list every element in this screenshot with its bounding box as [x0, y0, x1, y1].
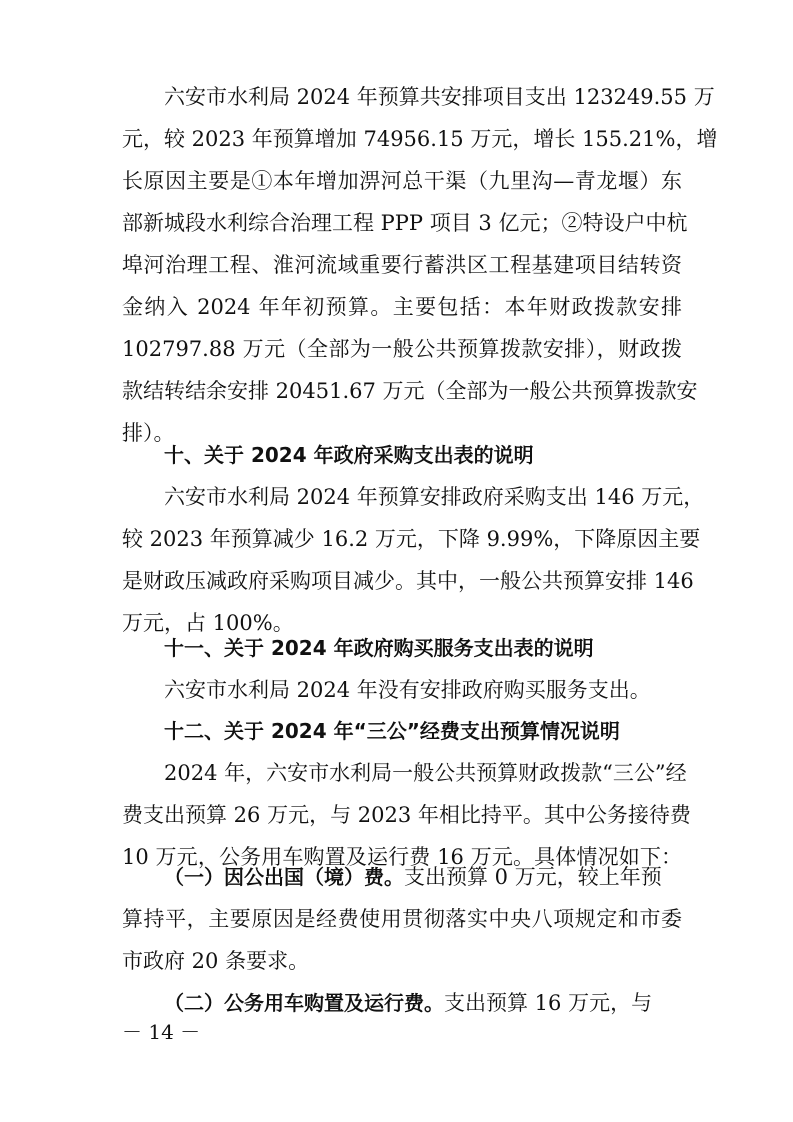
paragraph-line: 六安市水利局 2024 年预算共安排项目支出 123249.55 万 [164, 85, 715, 109]
paragraph-line: 部新城段水利综合治理工程 PPP 项目 3 亿元；②特设户中杭 [122, 211, 688, 235]
page-number: － 14 － [122, 1020, 201, 1044]
item-1-first-line [164, 862, 682, 892]
paragraph-line: 埠河治理工程、淮河流域重要行蓄洪区工程基建项目结转资 [122, 253, 682, 277]
paragraph-line: 102797.88 万元（全部为一般公共预算拨款安排），财政拨 [122, 337, 682, 361]
item-2-title: （二）公务用车购置及运行费。 [164, 991, 444, 1015]
item-1-title: （一）因公出国（境）费。 [164, 865, 404, 889]
paragraph-line: 万元，占 100%。 [122, 611, 294, 635]
paragraph-line: 长原因主要是①本年增加淠河总干渠（九里沟—青龙堰）东 [122, 169, 682, 193]
paragraph-line: 市政府 20 条要求。 [122, 949, 310, 973]
paragraph-line: 是财政压减政府采购项目减少。其中，一般公共预算安排 146 [122, 569, 694, 593]
item-2-text: 支出预算 16 万元，与 [444, 991, 653, 1015]
item-2-first-line [164, 988, 682, 1018]
paragraph-line: 排）。 [122, 421, 175, 445]
paragraph-line: 2024 年，六安市水利局一般公共预算财政拨款“三公”经 [164, 761, 687, 785]
paragraph-line: 费支出预算 26 万元，与 2023 年相比持平。其中公务接待费 [122, 803, 691, 827]
section-heading: 十一、关于 2024 年政府购买服务支出表的说明 [164, 636, 594, 660]
paragraph-line: 款结转结余安排 20451.67 万元（全部为一般公共预算拨款安 [122, 379, 698, 403]
paragraph-line: 元，较 2023 年预算增加 74956.15 万元，增长 155.21%，增 [122, 127, 718, 151]
paragraph-line: 10 万元，公务用车购置及运行费 16 万元。具体情况如下： [122, 845, 682, 869]
item-1-text: 支出预算 0 万元，较上年预 [404, 865, 662, 889]
paragraph-line: 六安市水利局 2024 年没有安排政府购买服务支出。 [164, 678, 651, 702]
section-heading: 十二、关于 2024 年“三公”经费支出预算情况说明 [164, 719, 620, 743]
paragraph-line: 较 2023 年预算减少 16.2 万元，下降 9.99%，下降原因主要 [122, 527, 701, 551]
section-heading: 十、关于 2024 年政府采购支出表的说明 [164, 443, 534, 467]
paragraph-line: 算持平，主要原因是经费使用贯彻落实中央八项规定和市委 [122, 907, 682, 931]
paragraph-line: 金纳入 2024 年年初预算。主要包括：本年财政拨款安排 [122, 295, 682, 319]
paragraph-line: 六安市水利局 2024 年预算安排政府采购支出 146 万元， [164, 485, 705, 509]
